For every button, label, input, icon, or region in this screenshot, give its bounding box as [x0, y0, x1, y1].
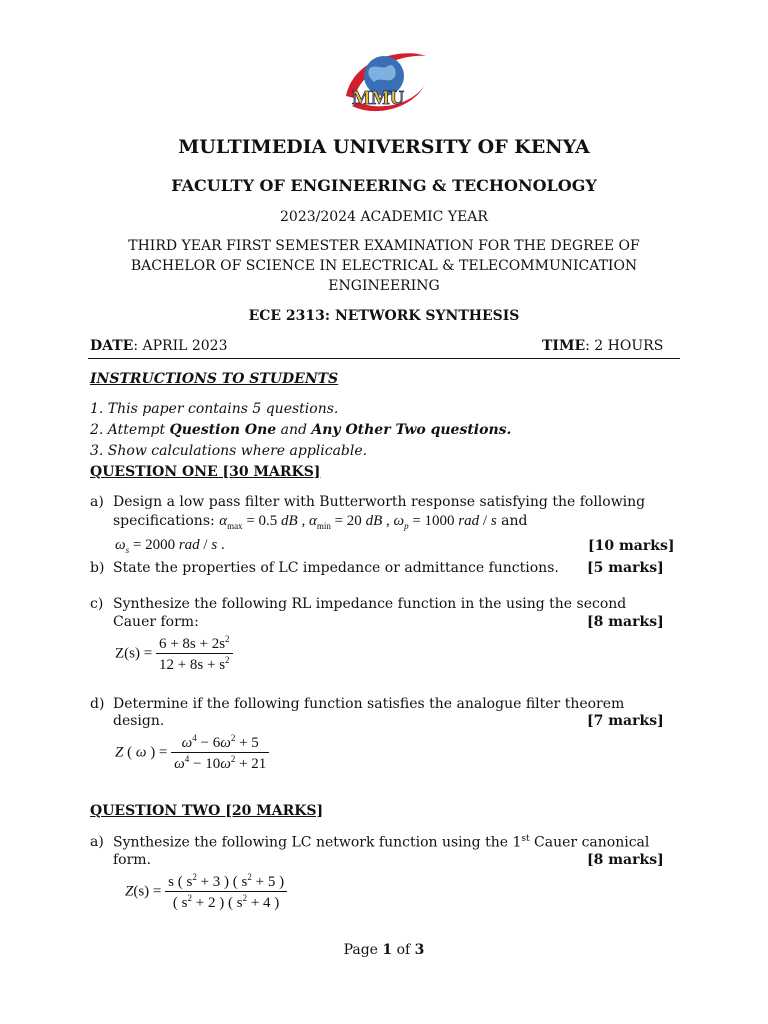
question-one-heading: QUESTION ONE [30 MARKS]	[90, 464, 321, 480]
q1-a-text-line-1: Design a low pass filter with Butterworth response satisfying the following	[113, 494, 646, 510]
exam-time	[542, 338, 663, 354]
time-label: TIME	[542, 338, 586, 354]
time-value: : 2 HOURS	[585, 338, 664, 354]
course-title: ECE 2313: NETWORK SYNTHESIS	[248, 308, 520, 324]
academic-year: 2023/2024 ACADEMIC YEAR	[280, 209, 488, 225]
q1-b-label: b)	[90, 560, 105, 576]
q2-a-formula: Z(s) = $\frac{s ( s^2 + 3 ) ( s^2 + 5 )}{( s^2 + 2 ) ( s^2 + 4 )}$	[125, 872, 287, 912]
q1-a-marks: [10 marks]	[588, 538, 675, 554]
exam-title-line-1: THIRD YEAR FIRST SEMESTER EXAMINATION FOR THE DEGREE OF	[128, 238, 640, 254]
q1-d-text-line-1: Determine if the following function satisfies the analogue filter theorem	[113, 696, 625, 712]
exam-date	[90, 338, 227, 354]
q1-b-text: State the properties of LC impedance or admittance functions.	[113, 560, 559, 576]
q2-a-text-line-1: Synthesize the following LC network function using the 1st Cauer canonical	[113, 834, 650, 851]
q1-a-text-line-2: specifications: $\alpha_{max} = 0.5$ dB , $\alpha_{min} = 20$ dB , $\omega_p = 1000$ rad / s and	[113, 513, 528, 531]
instructions-heading: INSTRUCTIONS TO STUDENTS	[90, 371, 339, 387]
instruction-emphasis-other: Any Other Two questions.	[311, 422, 512, 438]
q1-d-label: d)	[90, 696, 105, 712]
q1-d-marks: [7 marks]	[587, 713, 664, 729]
header-divider	[88, 358, 680, 359]
faculty-title: FACULTY OF ENGINEERING & TECHONOLOGY	[171, 176, 597, 195]
q1-c-text-line-1: Synthesize the following RL impedance function in the using the second	[113, 596, 627, 612]
q1-d-formula: Z ( ω ) = $\frac{\omega^4 - 6\omega^2 + 5}{\omega^4 - 10\omega^2 + 21}$	[115, 733, 269, 773]
page-number: Page 1 of 3	[343, 942, 425, 958]
q1-c-marks: [8 marks]	[587, 614, 664, 630]
instruction-item-2: 2. Attempt Question One and Any Other Two questions.	[90, 422, 512, 438]
q1-c-text-line-2: Cauer form:	[113, 614, 199, 630]
q1-a-stopband-formula: $\omega_s = 2000$ rad / s .	[115, 537, 225, 555]
logo-text: MMU	[352, 87, 405, 109]
q1-d-text-line-2: design.	[113, 713, 165, 729]
q1-a-spec-formula: $\alpha_{max} = 0.5$ dB , $\alpha_{min} = 20$ dB , $\omega_p = 1000$ rad / s	[219, 513, 497, 531]
exam-title-line-2: BACHELOR OF SCIENCE IN ELECTRICAL & TELECOMMUNICATION	[130, 258, 638, 274]
date-value: : APRIL 2023	[133, 338, 228, 354]
q2-a-label: a)	[90, 834, 104, 850]
mmu-logo	[336, 46, 432, 122]
q1-c-formula: Z(s) = $\frac{6 + 8s + 2s^2}{12 + 8s + s^2}$	[115, 634, 233, 674]
instruction-item-1: 1. This paper contains 5 questions.	[90, 401, 339, 417]
q2-a-marks: [8 marks]	[587, 852, 664, 868]
date-label: DATE	[90, 338, 134, 354]
q1-b-marks: [5 marks]	[587, 560, 664, 576]
q1-c-label: c)	[90, 596, 104, 612]
instruction-emphasis-q1: Question One	[169, 422, 277, 438]
q1-a-label: a)	[90, 494, 104, 510]
university-title: MULTIMEDIA UNIVERSITY OF KENYA	[178, 136, 590, 158]
mmu-logo-graphic	[336, 46, 432, 122]
instruction-item-3: 3. Show calculations where applicable.	[90, 443, 368, 459]
question-two-heading: QUESTION TWO [20 MARKS]	[90, 803, 324, 819]
q2-a-text-line-2: form.	[113, 852, 152, 868]
exam-title-line-3: ENGINEERING	[328, 278, 440, 294]
